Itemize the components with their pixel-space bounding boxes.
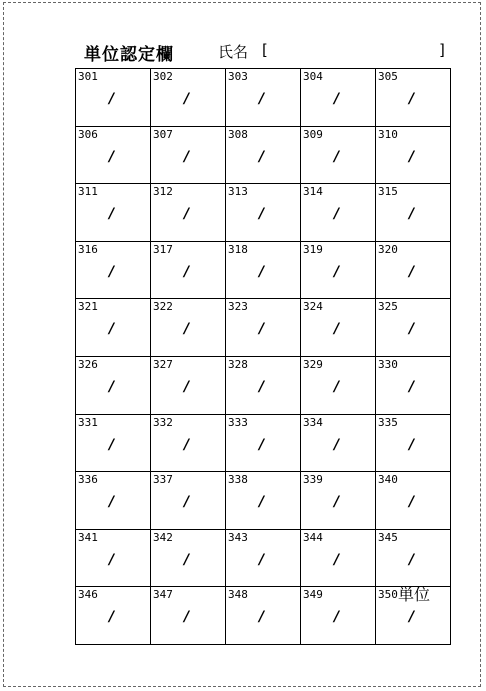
date-slash: / [184, 148, 190, 165]
credit-cell[interactable] [151, 472, 226, 530]
date-slash: / [334, 148, 340, 165]
cell-number: 311 [78, 185, 98, 199]
credit-cell[interactable] [301, 587, 376, 645]
cell-number: 336 [78, 473, 98, 487]
credit-cell[interactable] [376, 242, 451, 300]
cell-number: 321 [78, 300, 98, 314]
credit-cell[interactable] [376, 127, 451, 185]
cell-number: 303 [228, 70, 248, 83]
cell-number: 304 [303, 70, 323, 83]
cell-number: 350 [378, 588, 398, 602]
credit-cell[interactable] [226, 357, 301, 415]
date-slash: / [409, 551, 415, 568]
cell-number: 307 [153, 127, 173, 141]
cell-number: 309 [303, 127, 323, 141]
date-slash: / [409, 436, 415, 453]
credit-cell[interactable] [226, 472, 301, 530]
date-slash: / [109, 148, 115, 165]
date-slash: / [334, 206, 340, 223]
cell-number: 348 [228, 588, 248, 602]
credit-cell[interactable] [376, 415, 451, 473]
credit-cell[interactable] [151, 357, 226, 415]
date-slash: / [409, 494, 415, 511]
credit-cell[interactable] [226, 299, 301, 357]
credit-cell[interactable] [301, 127, 376, 185]
cell-number: 308 [228, 127, 248, 141]
date-slash: / [184, 91, 190, 107]
credit-cell[interactable] [301, 357, 376, 415]
credit-cell[interactable] [226, 184, 301, 242]
credit-cell[interactable] [376, 69, 451, 127]
cell-number: 319 [303, 242, 323, 256]
date-slash: / [109, 206, 115, 223]
cell-number: 329 [303, 357, 323, 371]
credit-cell[interactable] [76, 357, 151, 415]
date-slash: / [184, 494, 190, 511]
credit-cell[interactable] [151, 587, 226, 645]
date-slash: / [109, 436, 115, 453]
cell-number: 315 [378, 185, 398, 199]
date-slash: / [109, 609, 115, 626]
cell-number: 316 [78, 242, 98, 256]
cell-number: 342 [153, 530, 173, 544]
credit-cell[interactable] [76, 530, 151, 588]
cell-number: 343 [228, 530, 248, 544]
credit-cell[interactable] [301, 530, 376, 588]
credit-cell[interactable] [151, 530, 226, 588]
date-slash: / [259, 148, 265, 165]
cell-number: 318 [228, 242, 248, 256]
cell-number: 326 [78, 357, 98, 371]
credit-cell[interactable] [301, 242, 376, 300]
credit-cell[interactable] [226, 530, 301, 588]
credit-cell[interactable] [76, 299, 151, 357]
cell-number: 335 [378, 415, 398, 429]
cell-number: 301 [78, 70, 98, 83]
date-slash: / [259, 609, 265, 626]
date-slash: / [334, 91, 340, 107]
date-slash: / [409, 206, 415, 223]
date-slash: / [334, 551, 340, 568]
unit-label: 単位 [398, 585, 431, 605]
cell-number: 314 [303, 185, 323, 199]
cell-number: 317 [153, 242, 173, 256]
date-slash: / [259, 494, 265, 511]
cell-number: 324 [303, 300, 323, 314]
credit-cell[interactable] [76, 242, 151, 300]
date-slash: / [109, 494, 115, 511]
cell-number: 349 [303, 588, 323, 602]
date-slash: / [409, 321, 415, 338]
date-slash: / [409, 263, 415, 280]
date-slash: / [259, 263, 265, 280]
credit-cell[interactable] [76, 69, 151, 127]
credit-cell[interactable] [76, 127, 151, 185]
cell-number: 331 [78, 415, 98, 429]
credit-cell[interactable] [151, 184, 226, 242]
date-slash: / [184, 263, 190, 280]
credit-cell[interactable] [226, 127, 301, 185]
cell-number: 345 [378, 530, 398, 544]
date-slash: / [334, 263, 340, 280]
date-slash: / [259, 91, 265, 107]
cell-number: 340 [378, 473, 398, 487]
credit-cell[interactable] [301, 69, 376, 127]
date-slash: / [334, 609, 340, 626]
credit-cell[interactable] [376, 184, 451, 242]
date-slash: / [259, 321, 265, 338]
date-slash: / [409, 378, 415, 395]
credit-cell[interactable] [76, 415, 151, 473]
cell-number: 327 [153, 357, 173, 371]
date-slash: / [334, 378, 340, 395]
date-slash: / [109, 91, 115, 107]
date-slash: / [409, 609, 415, 626]
credit-cell[interactable] [376, 587, 451, 645]
credit-cell[interactable] [76, 184, 151, 242]
credit-cell[interactable] [151, 415, 226, 473]
date-slash: / [409, 91, 415, 107]
date-slash: / [184, 551, 190, 568]
cell-number: 306 [78, 127, 98, 141]
date-slash: / [259, 551, 265, 568]
date-slash: / [109, 321, 115, 338]
cell-number: 337 [153, 473, 173, 487]
date-slash: / [334, 436, 340, 453]
cell-number: 322 [153, 300, 173, 314]
credit-cell[interactable] [376, 299, 451, 357]
credit-grid [75, 68, 451, 645]
date-slash: / [259, 378, 265, 395]
date-slash: / [109, 263, 115, 280]
credit-cell[interactable] [301, 184, 376, 242]
credit-cell[interactable] [226, 69, 301, 127]
name-bracket-close: ] [439, 41, 445, 59]
credit-cell[interactable] [151, 69, 226, 127]
credit-cell[interactable] [376, 530, 451, 588]
cell-number: 305 [378, 70, 398, 83]
date-slash: / [184, 436, 190, 453]
cell-number: 332 [153, 415, 173, 429]
name-label: 氏名 [218, 43, 249, 61]
date-slash: / [184, 206, 190, 223]
cell-number: 325 [378, 300, 398, 314]
credit-cell[interactable] [151, 299, 226, 357]
cell-number: 302 [153, 70, 173, 83]
cell-number: 320 [378, 242, 398, 256]
date-slash: / [409, 148, 415, 165]
date-slash: / [334, 494, 340, 511]
date-slash: / [259, 436, 265, 453]
credit-cell[interactable] [301, 472, 376, 530]
cell-number: 328 [228, 357, 248, 371]
name-bracket-open: [ [262, 41, 268, 59]
credit-cell[interactable] [301, 299, 376, 357]
cell-number: 333 [228, 415, 248, 429]
credit-cell[interactable] [226, 415, 301, 473]
date-slash: / [259, 206, 265, 223]
date-slash: / [109, 378, 115, 395]
cell-number: 346 [78, 588, 98, 602]
credit-cell[interactable] [76, 472, 151, 530]
cell-number: 330 [378, 357, 398, 371]
header [84, 40, 454, 64]
cell-number: 310 [378, 127, 398, 141]
date-slash: / [184, 321, 190, 338]
cell-number: 313 [228, 185, 248, 199]
credit-cell[interactable] [226, 587, 301, 645]
cell-number: 323 [228, 300, 248, 314]
credit-cell[interactable] [226, 242, 301, 300]
credit-cell[interactable] [376, 472, 451, 530]
date-slash: / [184, 609, 190, 626]
cell-number: 334 [303, 415, 323, 429]
cell-number: 312 [153, 185, 173, 199]
credit-cell[interactable] [376, 357, 451, 415]
page-title: 単位認定欄 [84, 45, 174, 65]
date-slash: / [109, 551, 115, 568]
credit-cell[interactable] [301, 415, 376, 473]
cell-number: 347 [153, 588, 173, 602]
cell-number: 341 [78, 530, 98, 544]
cell-number: 339 [303, 473, 323, 487]
credit-cell[interactable] [76, 587, 151, 645]
credit-cell[interactable] [151, 127, 226, 185]
cell-number: 344 [303, 530, 323, 544]
date-slash: / [184, 378, 190, 395]
credit-cell[interactable] [151, 242, 226, 300]
date-slash: / [334, 321, 340, 338]
cell-number: 338 [228, 473, 248, 487]
